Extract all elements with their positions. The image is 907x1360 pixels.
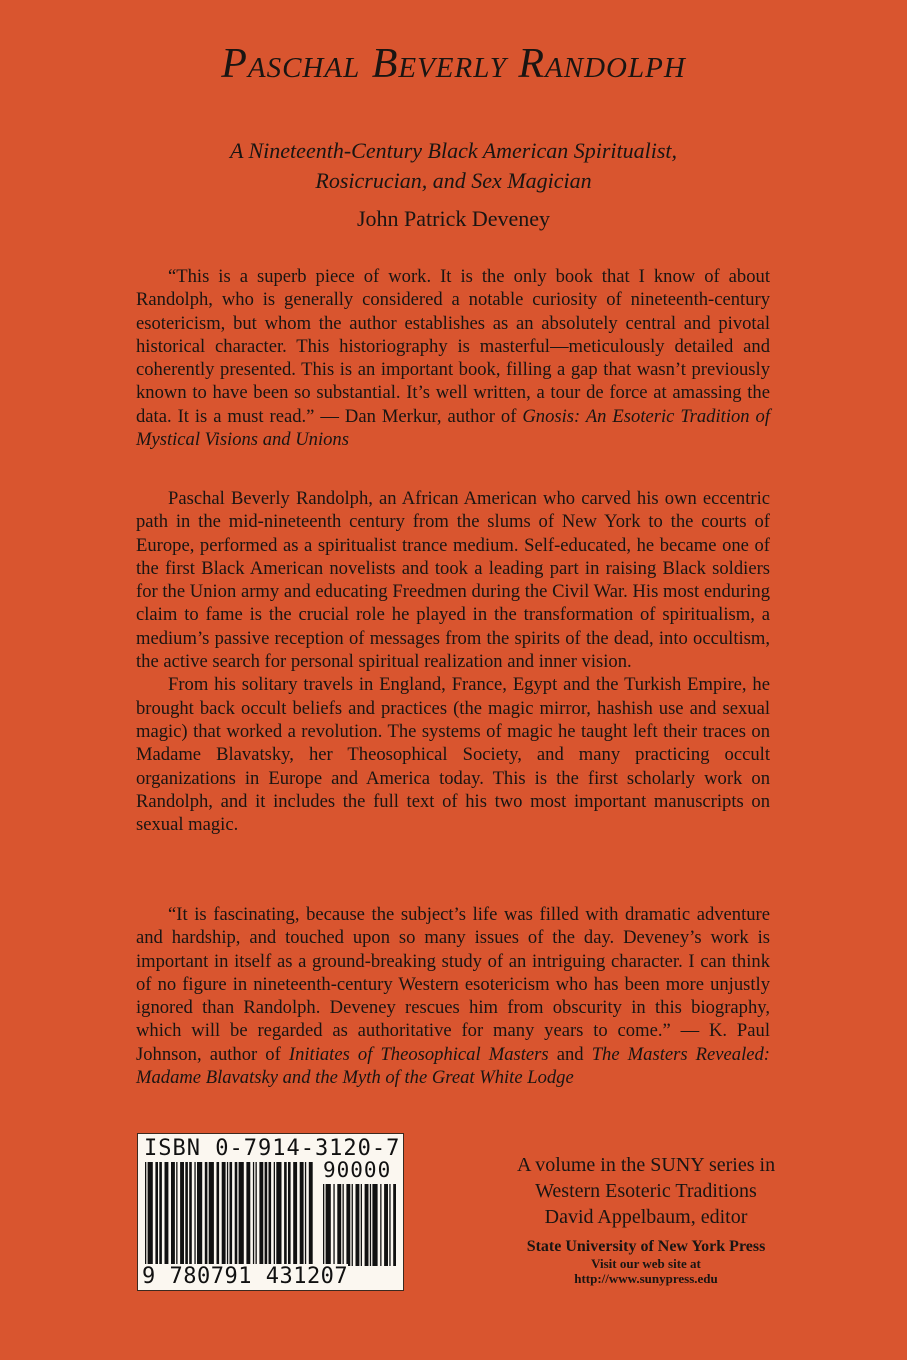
endorsement-quote-1 bbox=[136, 265, 770, 451]
barcode-bar bbox=[246, 1162, 250, 1266]
description-paragraph-1: Paschal Beverly Randolph, an African American who carved his own eccentric path in the mid-nineteenth century from the slums of New York to the courts of Europe, performed as a spiritualist trance medium. Self-educated, he became one of the first Black American novelists and took a leading part in raising Black soldiers for the Union army and educating Freedmen during the Civil War. His most enduring claim to fame is the crucial role he played in the transformation of spiritualism, a medium’s passive reception of messages from the spirits of the dead, into occultism, the active search for personal spiritual realization and inner vision. bbox=[136, 488, 770, 673]
barcode-bar bbox=[227, 1162, 228, 1266]
barcode-bar bbox=[185, 1162, 188, 1266]
subtitle-line-2: Rosicrucian, and Sex Magician bbox=[315, 168, 592, 193]
barcode-bar bbox=[343, 1184, 344, 1266]
series-editor: David Appelbaum, editor bbox=[544, 1206, 748, 1228]
endorsement-quote-2 bbox=[136, 903, 770, 1089]
barcode-bar bbox=[165, 1162, 169, 1266]
barcode-bar bbox=[305, 1162, 306, 1266]
quote2-text: “It is fascinating, because the subject’s life was filled with dramatic adventure and hardship, and touched upon so many issues of the day. Deveney’s work is important in itself as a ground-breaking study of an intriguing character. I can think of no figure in nineteenth-century Western esotericism who has been more unjustly ignored than Randolph. Deveney rescues him from obscurity in this biography, which will be regarded as authoritative for many years to come.” — K. Paul Johnson, author of bbox=[136, 904, 770, 1065]
barcode-bar bbox=[337, 1184, 341, 1266]
barcode-bar bbox=[389, 1184, 390, 1266]
barcode-bar bbox=[284, 1162, 287, 1266]
barcode-bar bbox=[230, 1162, 233, 1266]
price-addon-number: 90000 bbox=[323, 1158, 392, 1182]
quote2-book-title-1: Initiates of Theosophical Masters bbox=[288, 1043, 549, 1065]
book-author: John Patrick Deveney bbox=[356, 206, 551, 231]
addon-barcode-bars bbox=[322, 1184, 396, 1266]
barcode-bar bbox=[189, 1162, 192, 1266]
barcode-bar bbox=[372, 1184, 377, 1266]
barcode-bar bbox=[176, 1162, 177, 1266]
series-line-1: A volume in the SUNY series in bbox=[516, 1154, 776, 1176]
series-info bbox=[440, 1152, 852, 1230]
barcode-bar bbox=[171, 1162, 175, 1266]
barcode-bar bbox=[155, 1162, 158, 1266]
quote1-book-title: Gnosis: An Esoteric Tradition of Mystical Visions and Unions bbox=[136, 405, 770, 451]
barcode-bar bbox=[259, 1162, 263, 1266]
barcode-bar bbox=[323, 1184, 324, 1266]
barcode-bar bbox=[293, 1162, 297, 1266]
barcode-bar bbox=[274, 1162, 275, 1266]
barcode-bar bbox=[288, 1162, 291, 1266]
barcode-bar bbox=[205, 1162, 208, 1266]
barcode-bar bbox=[300, 1162, 304, 1266]
publisher-name: State University of New York Press bbox=[526, 1238, 766, 1255]
barcode-bar bbox=[145, 1162, 146, 1266]
barcode-bar bbox=[256, 1162, 257, 1266]
barcode-bar bbox=[197, 1162, 202, 1266]
website-url: http://www.sunypress.edu bbox=[574, 1271, 718, 1286]
ean-barcode-bars bbox=[144, 1162, 314, 1266]
isbn-number: ISBN 0-7914-3120-7 bbox=[144, 1136, 401, 1161]
barcode-bar bbox=[393, 1184, 396, 1266]
barcode-bar bbox=[352, 1184, 353, 1266]
ean-number: 9 780791 431207 bbox=[142, 1264, 349, 1289]
website-label: Visit our web site at bbox=[591, 1256, 701, 1271]
barcode-bar bbox=[333, 1184, 334, 1266]
barcode-bar bbox=[209, 1162, 214, 1266]
barcode-bar bbox=[276, 1162, 281, 1266]
barcode-bar bbox=[346, 1184, 350, 1266]
series-line-2: Western Esoteric Traditions bbox=[535, 1180, 757, 1202]
quote1-text: “This is a superb piece of work. It is the only book that I know of about Randolph, who is generally considered a notable curiosity of nineteenth-century esotericism, but whom the author establishes as an absolutely central and pivotal historical character. This historiography is masterful—meticulously detailed and coherently presented. This is an important book, filling a gap that wasn’t previously known to have been so substantial. It’s well written, a tour de force at amassing the data. It is a must read.” — Dan Merkur, author of bbox=[136, 266, 770, 427]
barcode-bar bbox=[370, 1184, 371, 1266]
barcode-bar bbox=[361, 1184, 362, 1266]
barcode-bar bbox=[365, 1184, 369, 1266]
quote2-connector: and bbox=[548, 1043, 592, 1065]
barcode-bar bbox=[148, 1162, 153, 1266]
barcode-bar bbox=[222, 1162, 226, 1266]
barcode-bar bbox=[380, 1184, 381, 1266]
barcode-bar bbox=[239, 1162, 244, 1266]
subtitle-line-1: A Nineteenth-Century Black American Spiritualist, bbox=[229, 138, 678, 163]
barcode-bar bbox=[217, 1162, 220, 1266]
barcode-bar bbox=[265, 1162, 268, 1266]
book-subtitle bbox=[0, 136, 907, 196]
barcode-bar bbox=[356, 1184, 360, 1266]
barcode-bar bbox=[326, 1184, 331, 1266]
barcode-bar bbox=[309, 1162, 313, 1266]
quote2-book-title-2: The Masters Revealed: Madame Blavatsky and the Myth of the Great White Lodge bbox=[136, 1043, 770, 1089]
barcode-bar bbox=[269, 1162, 272, 1266]
barcode-bar bbox=[180, 1162, 184, 1266]
publisher-info bbox=[440, 1238, 852, 1286]
barcode-bar bbox=[384, 1184, 388, 1266]
description-paragraph-2: From his solitary travels in England, France, Egypt and the Turkish Empire, he brought back occult beliefs and practices (the magic mirror, hashish use and sexual magic) that worked a revolution. The systems of magic he taught left their traces on Madame Blavatsky, her Theosophical Society, and many practicing occult organizations in Europe and America today. This is the first scholarly work on Randolph, and it includes the full text of his two most important manuscripts on sexual magic. bbox=[136, 674, 770, 836]
book-description bbox=[136, 487, 770, 836]
barcode-bar bbox=[194, 1162, 195, 1266]
isbn-barcode bbox=[137, 1133, 404, 1291]
book-title: Paschal Beverly Randolph bbox=[221, 41, 686, 87]
barcode-bar bbox=[235, 1162, 238, 1266]
barcode-bar bbox=[159, 1162, 162, 1266]
barcode-bar bbox=[253, 1162, 254, 1266]
